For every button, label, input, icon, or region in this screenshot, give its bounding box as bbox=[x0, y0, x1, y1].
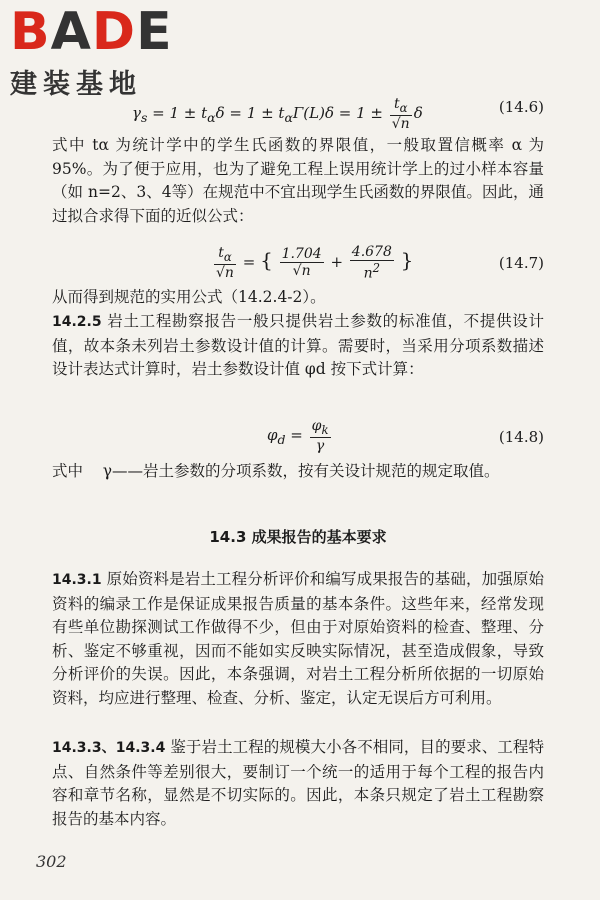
section-14-2-5 bbox=[52, 310, 544, 382]
page-number: 302 bbox=[36, 852, 67, 871]
section-heading-14-3: 14.3 成果报告的基本要求 bbox=[209, 528, 387, 546]
where-clause bbox=[52, 460, 544, 484]
equation-14-6-expr: $\gamma_s = 1 \pm t_\alpha\delta = 1 \pm t_\alpha\Gamma(L)\delta = 1$ ± $\frac{t_\alpha}{√n}$ δ bbox=[132, 96, 423, 132]
logo-wordmark: BADE bbox=[10, 2, 173, 62]
equation-14-7 bbox=[52, 244, 544, 284]
section-14-2-5-number: 14.2.5 bbox=[52, 314, 102, 330]
section-14-3-1-number: 14.3.1 bbox=[52, 572, 102, 588]
equation-14-8-number: (14.8) bbox=[498, 428, 544, 446]
section-14-3-1-text: 原始资料是岩土工程分析评价和编写成果报告的基础，加强原始资料的编录工作是保证成果报告质量的基本条件。这些年来，经常发现有些单位勘探测试工作做得不少，但由于对原始资料的检查、整理、分析、鉴定不够重视，因而不能如实反映实际情况，甚至造成假象，导致分析评价的失误。因此，本条强调，对岩土工程分析所依据的一切原始资料，均应进行整理、检查、分析、鉴定，认定无误后方可利用。 bbox=[52, 570, 544, 707]
equation-14-8 bbox=[52, 418, 544, 458]
paragraph-student-function: 式中 tα 为统计学中的学生氏函数的界限值，一般取置信概率 α 为95%。为了便于应用，也为了避免工程上误用统计学上的过小样本容量（如 n=2、3、4等）在规范中不宜出现学生氏函数的界限值。因此，通过拟合求得下面的近似公式： bbox=[52, 136, 544, 225]
where-label: 式中 bbox=[52, 462, 84, 480]
section-14-3-3 bbox=[52, 736, 544, 831]
equation-14-7-number: (14.7) bbox=[498, 254, 544, 272]
section-14-3-3-text: 鉴于岩土工程的规模大小各不相同，目的要求、工程特点、自然条件等差别很大，要制订一个统一的适用于每个工程的报告内容和章节名称，显然是不切实际的。因此，本条只规定了岩土工程勘察报告的基本内容。 bbox=[52, 738, 544, 828]
where-text: γ——岩土参数的分项系数，按有关设计规范的规定取值。 bbox=[102, 462, 500, 480]
section-14-3-1 bbox=[52, 568, 544, 710]
equation-14-6 bbox=[52, 92, 544, 132]
logo bbox=[10, 2, 180, 101]
equation-14-6-number: (14.6) bbox=[498, 98, 544, 116]
logo-subtitle: 建装基地 bbox=[10, 69, 142, 100]
equation-14-7-expr: $\frac{t_\alpha}{√n}$ = { $\frac{1.704}{√n}$ + $\frac{4.678}{n^2}$ } bbox=[216, 244, 414, 282]
section-14-3-3-number: 14.3.3、14.3.4 bbox=[52, 740, 166, 756]
equation-14-8-expr: $\varphi_d$ = $\frac{\varphi_k}{\gamma}$ bbox=[267, 418, 329, 454]
paragraph-practical-formula: 从而得到规范的实用公式（14.2.4-2）。 bbox=[52, 288, 326, 306]
section-14-2-5-text: 岩土工程勘察报告一般只提供岩土参数的标准值，不提供设计值，故本条未列岩土参数设计值的计算。需要时，当采用分项系数描述设计表达式计算时，岩土参数设计值 φd 按下式计算： bbox=[52, 312, 544, 378]
